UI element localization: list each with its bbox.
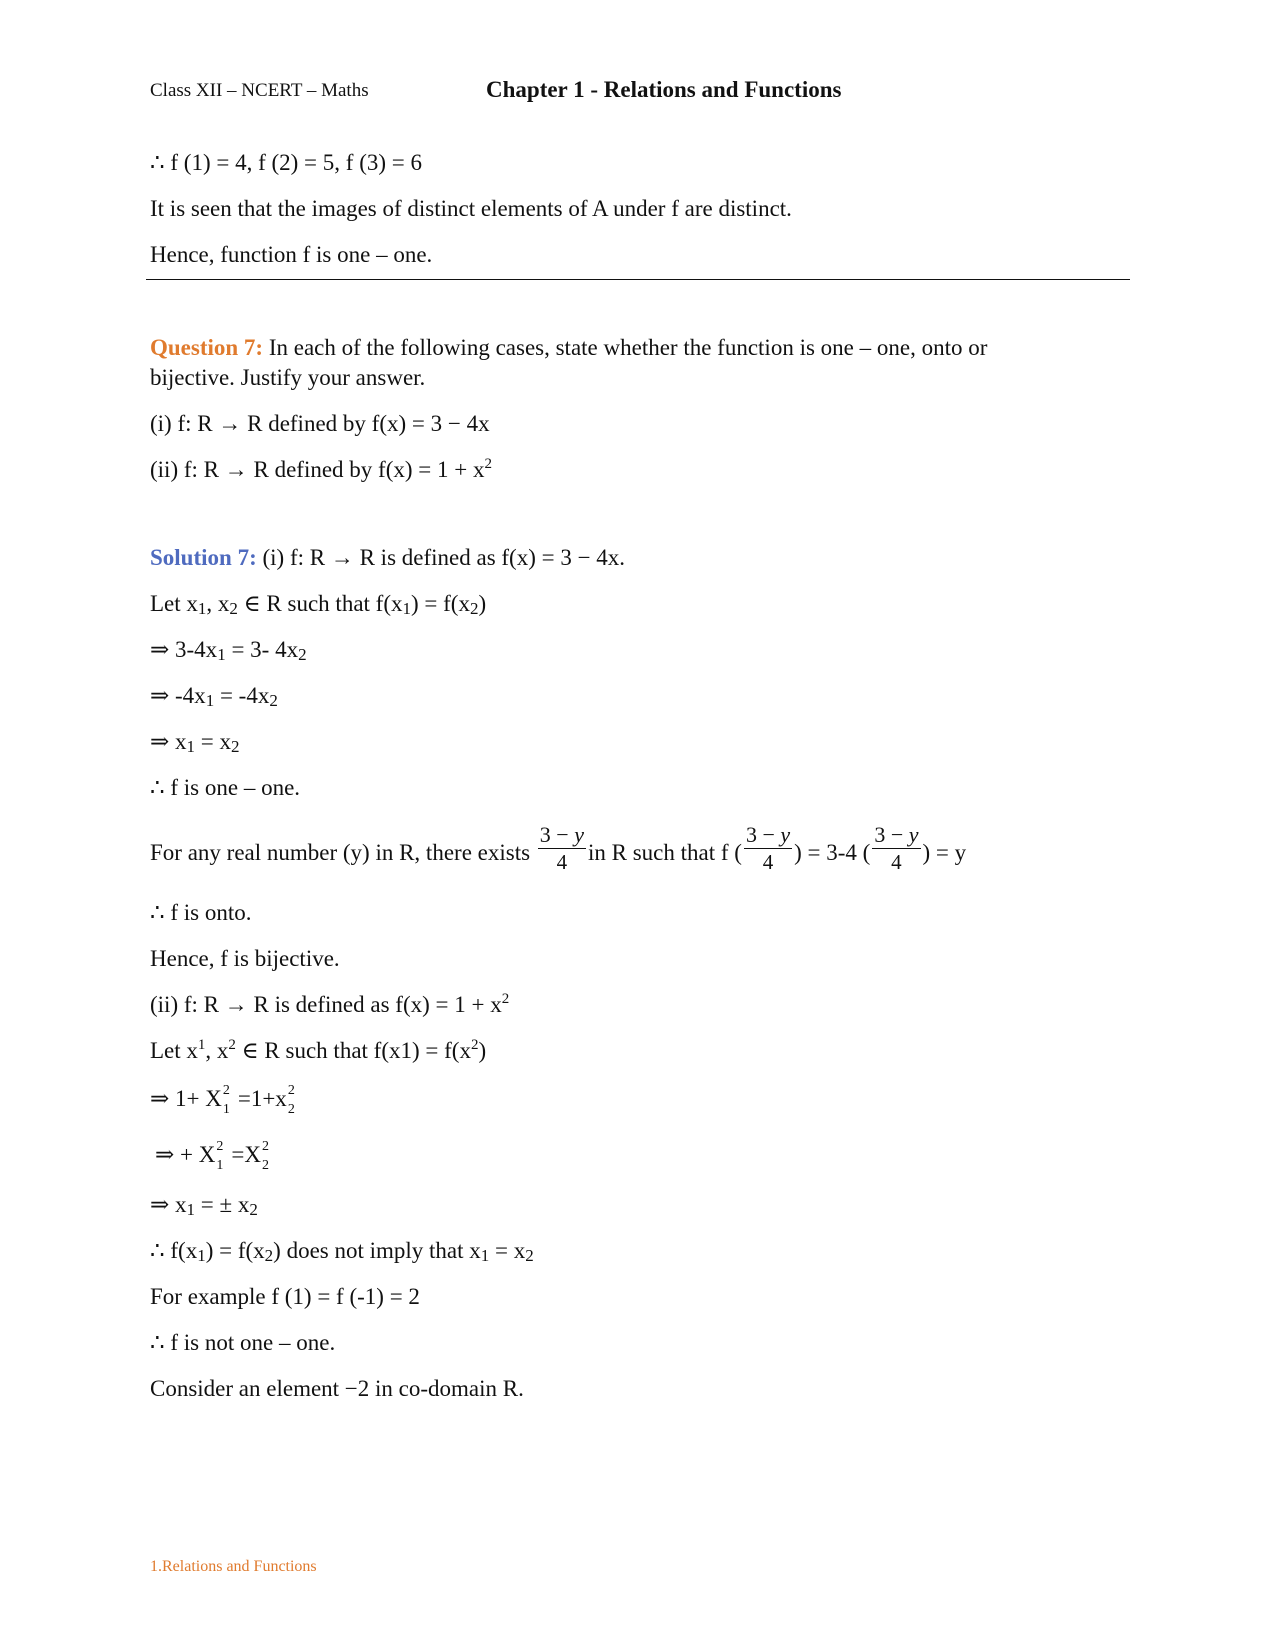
- onto-line: For any real number (y) in R, there exists $\frac{3 - y}{4}$ in R such that f ( $\frac{3 - y}{4}$ ) = 3-4 ( $\frac{3 - y}{4}$ ) = y: [150, 822, 967, 874]
- text-line: It is seen that the images of distinct elements of A under f are distinct.: [150, 196, 792, 221]
- page-footer: 1.Relations and Functions: [150, 1558, 317, 1575]
- header-class-label: Class XII – NCERT – Maths: [150, 80, 369, 101]
- solution-heading: [150, 545, 625, 571]
- question-item-ii: (ii) f: R → R defined by $f(x) = 1 + x^2$: [150, 456, 492, 482]
- math-line: ⇒ x1 = ± x2: [150, 1192, 258, 1219]
- math-line: Let x1, x2 ∈ R such that f(x1) = f(x2): [150, 591, 487, 618]
- math-line: ⇒ + X 2 1 =X 2 2: [155, 1138, 269, 1173]
- question-item-i: (i) f: R → R defined by f(x) = 3 − 4x: [150, 411, 490, 436]
- math-line: ∴ f(x1) = f(x2) does not imply that x1 = x2: [150, 1238, 534, 1265]
- solution-intro: (i) f: R → R is defined as f(x) = 3 − 4x.: [256, 545, 626, 570]
- section-divider: [146, 279, 1130, 280]
- math-line: ⇒ -4x1 = -4x2: [150, 683, 278, 710]
- math-line: ⇒ 1+ X 2 1 =1+x 2 2: [150, 1082, 295, 1117]
- math-line: ⇒ 3-4x1 = 3- 4x2: [150, 637, 307, 664]
- math-line: Let $x^1$, $x^2$ ∈ R such that $f(x1) = f(x^2)$: [150, 1037, 487, 1063]
- solution-label: Solution 7:: [150, 545, 257, 570]
- chapter-title: Chapter 1 - Relations and Functions: [486, 77, 842, 102]
- text-line: ∴ f is one – one.: [150, 775, 301, 800]
- question-heading: [150, 335, 987, 361]
- fraction: $\frac{3 - y}{4}$: [745, 822, 791, 874]
- text-line: ∴ f (1) = 4, f (2) = 5, f (3) = 6: [150, 150, 422, 175]
- math-line: ⇒ x1 = x2: [150, 729, 240, 756]
- text-line: For example f (1) = f (-1) = 2: [150, 1284, 420, 1309]
- text-line: ∴ f is not one – one.: [150, 1330, 336, 1355]
- fraction: $\frac{3 - y}{4}$: [874, 822, 919, 874]
- question-text-cont: bijective. Justify your answer.: [150, 365, 426, 390]
- fraction: $\frac{3 - y}{4}$: [539, 822, 584, 874]
- text-line: Hence, function f is one – one.: [150, 242, 433, 267]
- text-line: Hence, f is bijective.: [150, 946, 340, 971]
- question-text: In each of the following cases, state whether the function is one – one, onto or: [263, 335, 988, 360]
- text-line: Consider an element −2 in co-domain R.: [150, 1376, 524, 1401]
- text-line: ∴ f is onto.: [150, 900, 252, 925]
- math-line: (ii) f: R → R is defined as $f(x) = 1 + x^2$: [150, 991, 510, 1017]
- question-label: Question 7:: [150, 335, 264, 360]
